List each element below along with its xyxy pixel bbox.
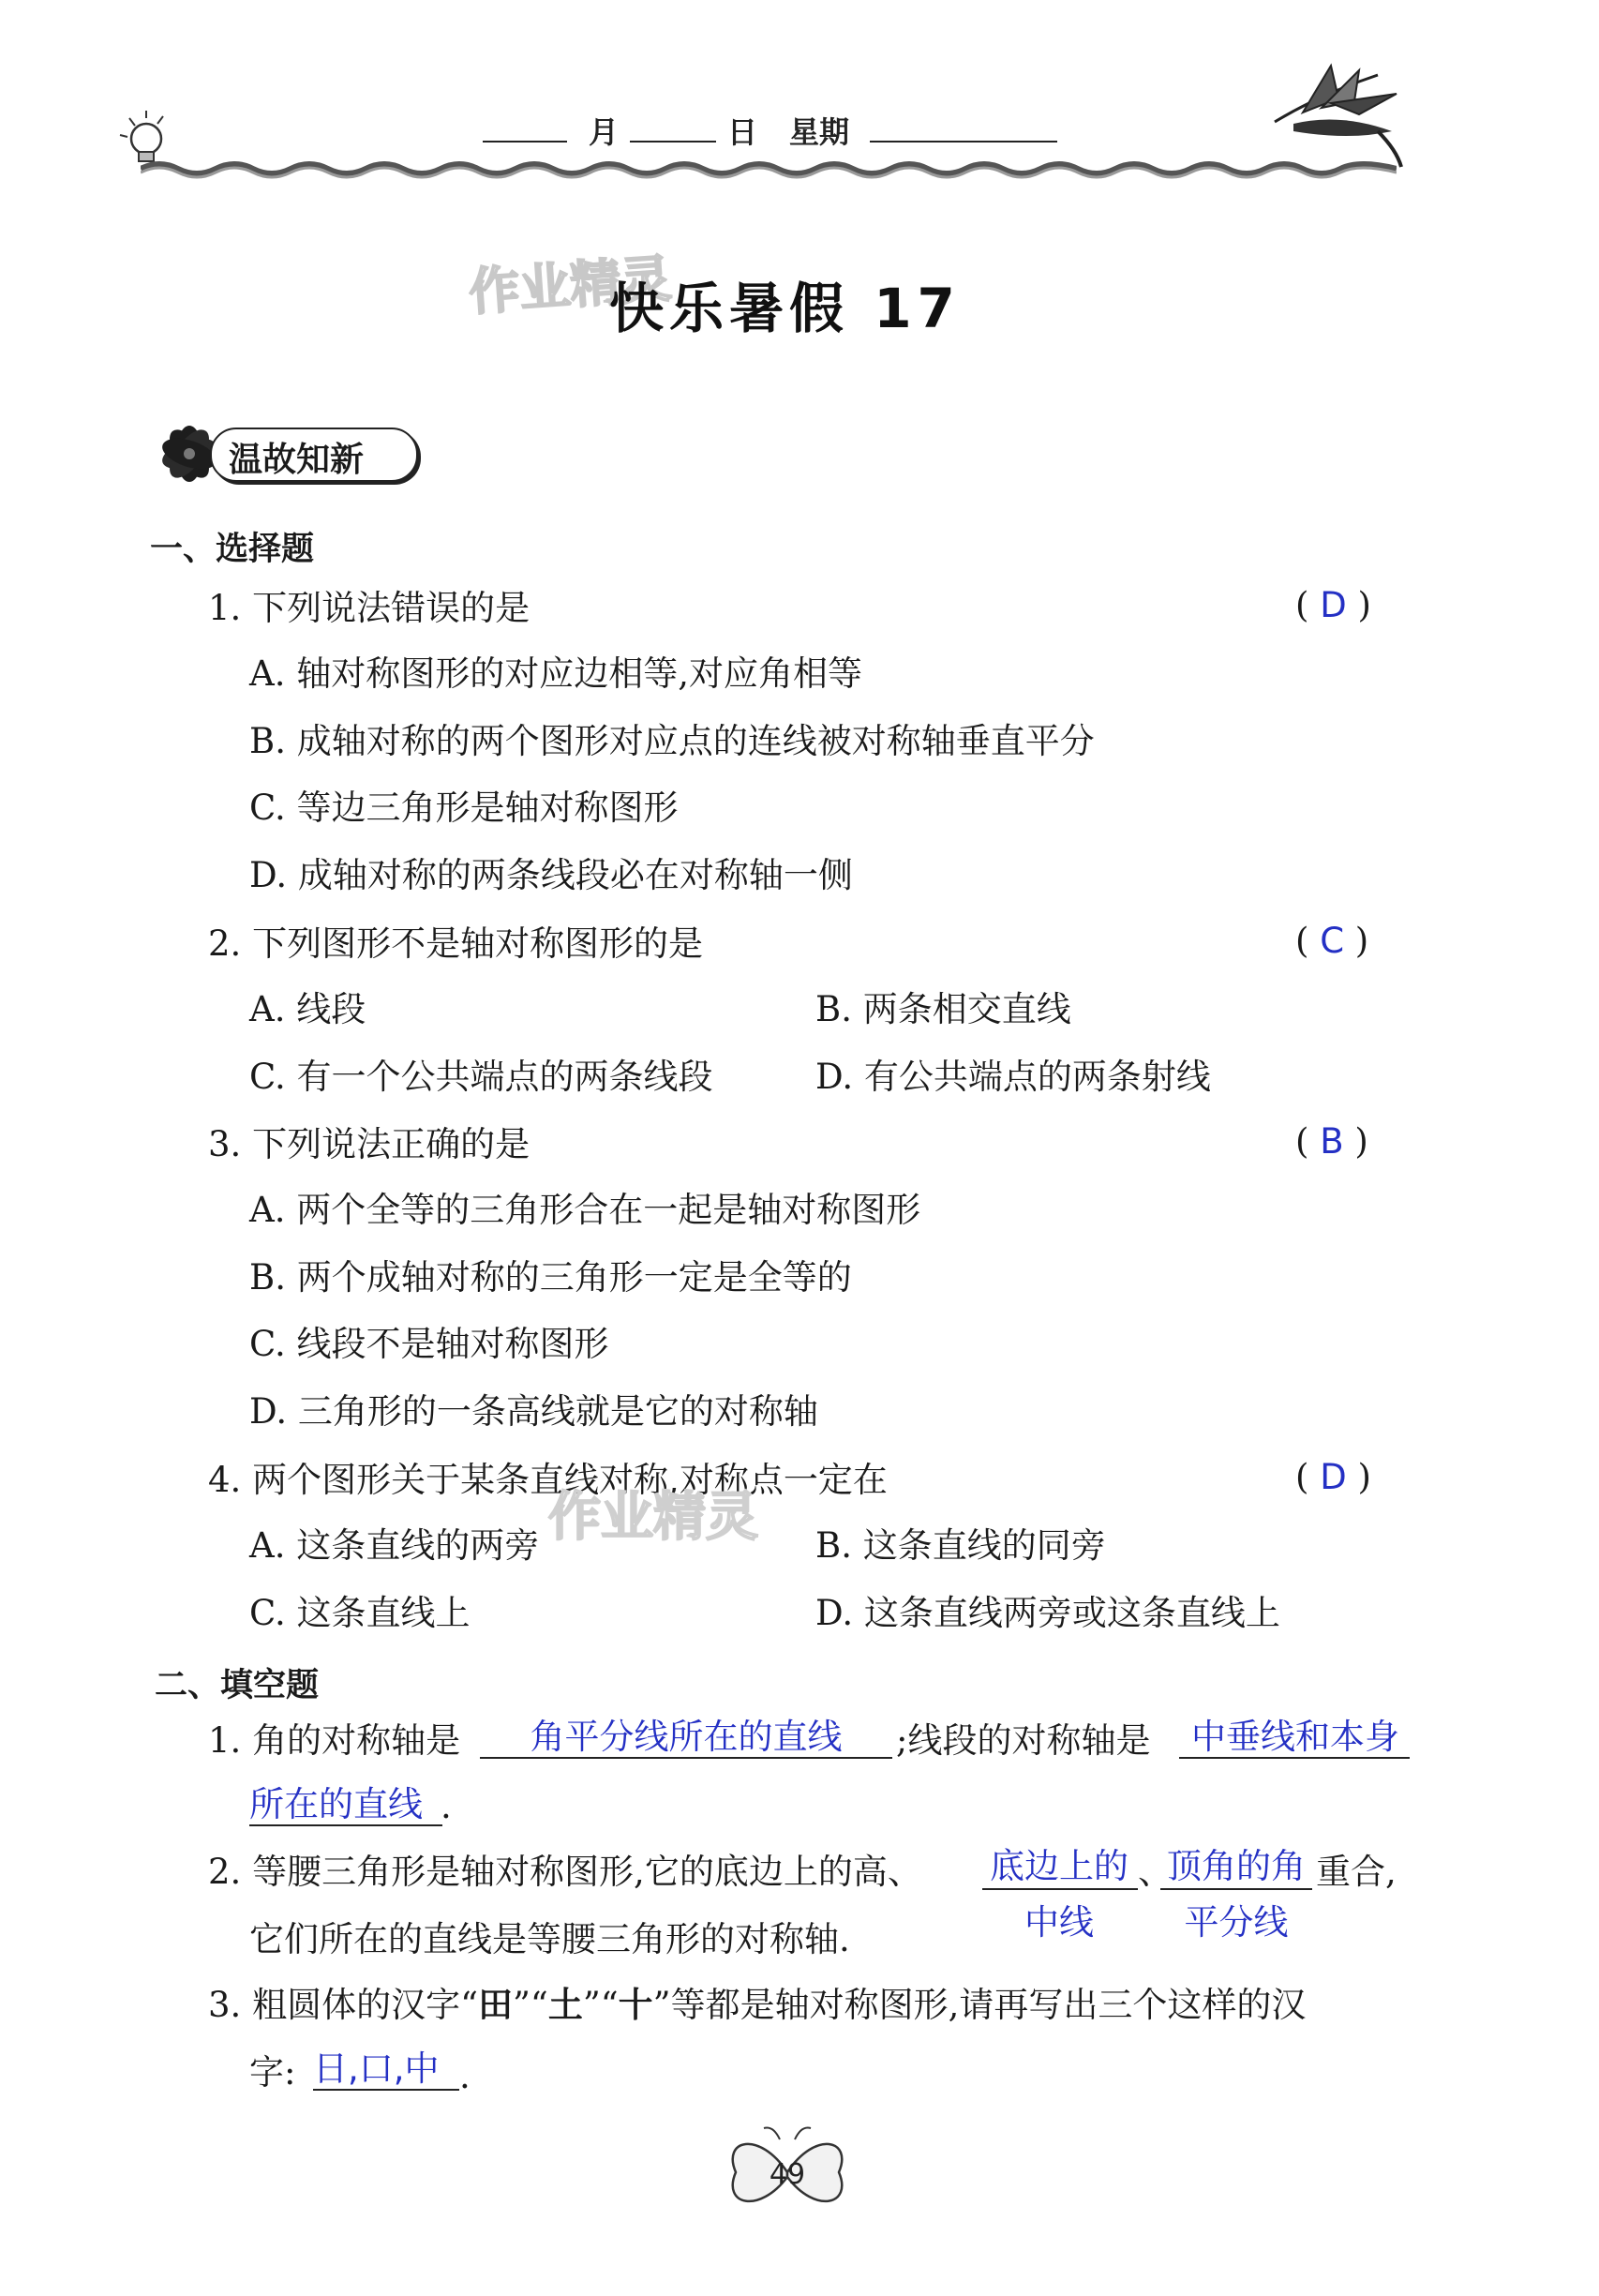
fill-q1-end: . <box>441 1786 452 1826</box>
fill-q1-blank-1 <box>480 1757 892 1759</box>
fill-q2-answer-1a: 底边上的 <box>990 1846 1128 1886</box>
fill-q2-line2: 它们所在的直线是等腰三角形的对称轴. <box>249 1919 850 1959</box>
fill-q3-text-b: ”等都是轴对称图形,请再写出三个这样的汉 <box>652 1985 1307 2025</box>
q4-answer-paren: ( D ) <box>1295 1457 1371 1497</box>
q2-option-b: B. 两条相交直线 <box>815 989 1071 1029</box>
q1-option-b: B. 成轴对称的两个图形对应点的连线被对称轴垂直平分 <box>249 721 1095 761</box>
q2-stem: 2. 下列图形不是轴对称图形的是 <box>208 923 704 964</box>
fill-q3-text-a: 3. 粗圆体的汉字“ <box>208 1985 478 2025</box>
q1-option-c: C. 等边三角形是轴对称图形 <box>249 788 679 828</box>
q3-answer: B <box>1320 1121 1344 1162</box>
fill-q2-answer-1b: 中线 <box>1024 1902 1094 1943</box>
q4-option-c: C. 这条直线上 <box>249 1593 471 1633</box>
part2-heading: 二、填空题 <box>155 1667 320 1704</box>
fill-q1-blank-2a <box>1179 1757 1410 1759</box>
flower-decoration-icon <box>1265 56 1406 169</box>
page-number-badge <box>722 2121 853 2224</box>
fill-q3-blank <box>313 2089 459 2091</box>
weekday-label: 星期 <box>789 114 850 150</box>
fill-q1-text-b: ;线段的对称轴是 <box>896 1720 1151 1761</box>
q1-answer: D <box>1320 585 1347 625</box>
q3-option-a: A. 两个全等的三角形合在一起是轴对称图形 <box>249 1190 921 1230</box>
q1-option-d: D. 成轴对称的两条线段必在对称轴一侧 <box>249 855 853 895</box>
fill-q2-text-b: 重合, <box>1316 1852 1397 1892</box>
fill-q3-char-3: 十 <box>618 1985 653 2025</box>
fill-q1-answer-2a: 中垂线和本身 <box>1191 1717 1399 1757</box>
q3-option-b: B. 两个成轴对称的三角形一定是全等的 <box>249 1257 852 1298</box>
q3-option-d: D. 三角形的一条高线就是它的对称轴 <box>249 1391 818 1432</box>
q3-stem: 3. 下列说法正确的是 <box>208 1124 531 1164</box>
q2-option-d: D. 有公共端点的两条射线 <box>815 1057 1211 1097</box>
fill-q2-answer-2b: 平分线 <box>1184 1902 1289 1943</box>
fill-q3-answer: 日,口,中 <box>313 2048 440 2089</box>
q2-answer-paren: ( C ) <box>1295 921 1369 961</box>
fill-q3-quote-2: ”“ <box>582 1985 619 2025</box>
watermark-mid: 作业精灵 <box>548 1487 758 1548</box>
watermark-top: 作业精灵 <box>467 248 674 323</box>
fill-q2-text-a: 2. 等腰三角形是轴对称图形,它的底边上的高、 <box>208 1852 922 1892</box>
page-number: 49 <box>769 2158 806 2191</box>
fill-q3-end: . <box>459 2056 471 2096</box>
page-title: 快乐暑假 17 <box>609 277 961 340</box>
q2-answer: C <box>1320 921 1345 961</box>
fill-q1-answer-1: 角平分线所在的直线 <box>530 1717 843 1757</box>
q1-stem: 1. 下列说法错误的是 <box>208 588 531 628</box>
q3-answer-paren: ( B ) <box>1295 1121 1368 1162</box>
fill-q3-line1 <box>208 1985 1307 2025</box>
section-badge-label: 温故知新 <box>229 441 365 479</box>
fill-q2-blank-2 <box>1160 1888 1312 1890</box>
fill-q3-line2-label: 字: <box>249 2052 296 2093</box>
q4-answer: D <box>1320 1457 1347 1497</box>
q1-option-a: A. 轴对称图形的对应边相等,对应角相等 <box>249 653 863 694</box>
q1-answer-paren: ( D ) <box>1295 585 1371 625</box>
q4-option-d: D. 这条直线两旁或这条直线上 <box>815 1593 1280 1633</box>
weekday-blank <box>870 141 1057 143</box>
fill-q1-blank-2b <box>249 1824 442 1826</box>
fill-q1-text-a: 1. 角的对称轴是 <box>208 1720 461 1761</box>
fill-q1-answer-2b: 所在的直线 <box>249 1784 423 1824</box>
month-blank <box>483 141 567 143</box>
q3-option-c: C. 线段不是轴对称图形 <box>249 1324 609 1364</box>
q2-option-c: C. 有一个公共端点的两条线段 <box>249 1057 713 1097</box>
fill-q2-sep: 、 <box>1138 1852 1173 1892</box>
month-label: 月 <box>589 114 620 150</box>
fill-q3-char-2: 土 <box>547 1985 583 2025</box>
date-header <box>0 0 1599 188</box>
section-badge <box>142 418 424 489</box>
day-label: 日 <box>727 114 758 150</box>
fill-q2-answer-2a: 顶角的角 <box>1167 1846 1306 1886</box>
fill-q2-blank-1 <box>982 1888 1138 1890</box>
fill-q3-quote-1: ”“ <box>512 1985 548 2025</box>
decorative-wave-border <box>141 158 1397 180</box>
day-blank <box>630 141 716 143</box>
q4-option-a: A. 这条直线的两旁 <box>249 1525 540 1566</box>
q2-option-a: A. 线段 <box>249 989 366 1029</box>
q4-stem: 4. 两个图形关于某条直线对称,对称点一定在 <box>208 1460 888 1500</box>
part1-heading: 一、选择题 <box>150 531 315 568</box>
fill-q3-char-1: 田 <box>477 1985 513 2025</box>
q4-option-b: B. 这条直线的同旁 <box>815 1525 1106 1566</box>
